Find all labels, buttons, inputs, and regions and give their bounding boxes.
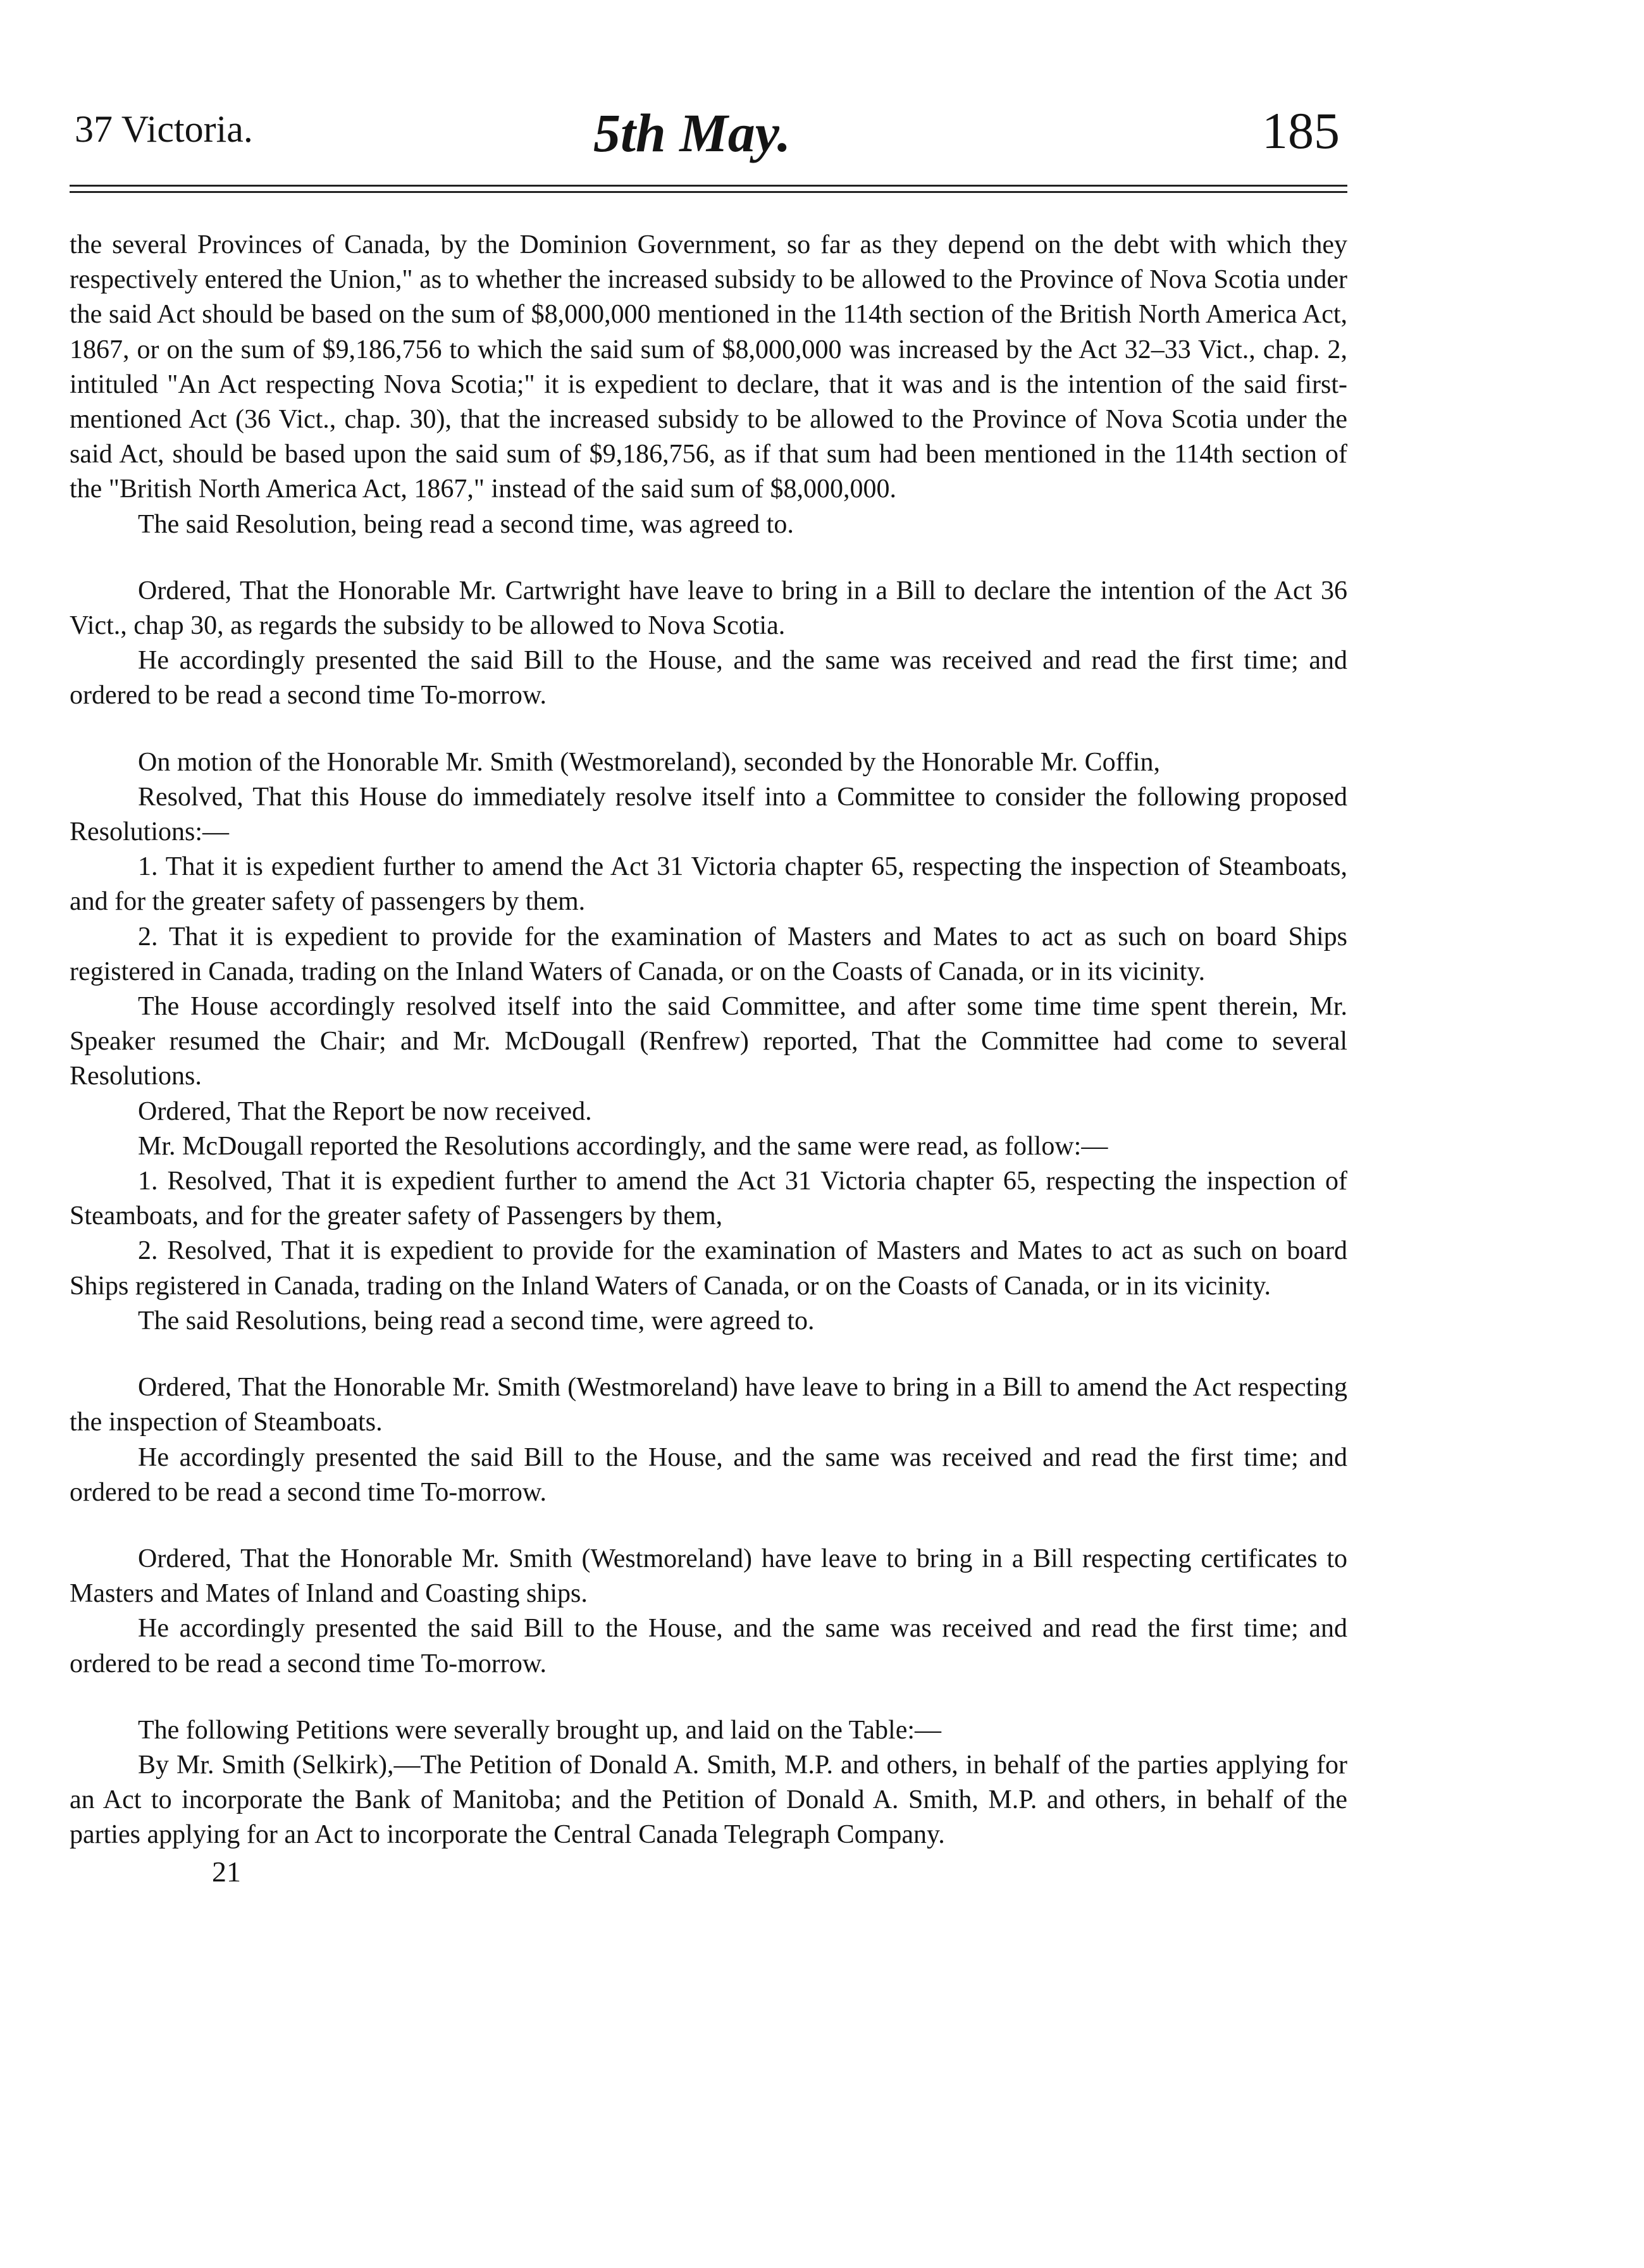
committee-report: The House accordingly resolved itself into the said Committee, and after some time time spent therein, Mr. Speaker resumed the Chair; and Mr. McDougall (Renfrew) reported, That the Committee had come to several Resolutions. (70, 992, 1347, 1091)
resolved-committee: Resolved, That this House do immediately resolve itself into a Committee to consider the following proposed Resolutions:— (70, 782, 1347, 847)
resolution-1: 1. Resolved, That it is expedient further to amend the Act 31 Victoria chapter 65, respecting the inspection of Steamboats, and for the greater safety of Passengers by them, (70, 1167, 1347, 1231)
bill-presented-1: He accordingly presented the said Bill to the House, and the same was received and read the first time; and ordered to be read a second time To-morrow. (70, 646, 1347, 710)
resolution-2: 2. Resolved, That it is expedient to provide for the examination of Masters and Mates to act as such on board Ships registered in Canada, trading on the Inland Waters of Canada, or on the Coasts of Canada, or in its vicinity. (70, 1236, 1347, 1301)
bill-presented-3: He accordingly presented the said Bill to the House, and the same was received and read the first time; and ordered to be read a second time To-morrow. (70, 1614, 1347, 1678)
petitions-intro: The following Petitions were severally brought up, and laid on the Table:— (138, 1715, 942, 1745)
mcdougall-reported: Mr. McDougall reported the Resolutions accordingly, and the same were read, as follow:— (138, 1131, 1108, 1161)
signature-mark: 21 (212, 1855, 241, 1888)
motion-smith: On motion of the Honorable Mr. Smith (Westmoreland), seconded by the Honorable Mr. Coffin, (138, 747, 1161, 777)
page-number: 185 (1262, 102, 1340, 159)
session-label: 37 Victoria. (75, 108, 253, 150)
bill-presented-2: He accordingly presented the said Bill to the House, and the same was received and read the first time; and ordered to be read a second time To-morrow. (70, 1442, 1347, 1507)
resolution-agreed: The said Resolution, being read a second time, was agreed to. (138, 509, 794, 539)
resolution-continuation: the several Provinces of Canada, by the Dominion Government, so far as they depend on the debt with which they respectively entered the Union," as to whether the increased subsidy to be allowed to the Province of Nova Scotia under the said Act should be based on the sum of $8,000,000 mentioned in the 114th section of the British North America Act, 1867, or on the sum of $9,186,756 to which the said sum of $8,000,000 was increased by the Act 32–33 Vict., chap. 2, intituled "An Act respecting Nova Scotia;" it is expedient to declare, that it was and is the intention of the said first-mentioned Act (36 Vict., chap. 30), that the increased subsidy to be allowed to the Province of Nova Scotia under the said Act, should be based upon the said sum of $9,186,756, as if that sum had been mentioned in the 114th section of the "British North America Act, 1867," instead of the said sum of $8,000,000. (70, 230, 1347, 504)
header-rule-bottom (70, 191, 1347, 193)
proposed-resolution-1: 1. That it is expedient further to amend the Act 31 Victoria chapter 65, respecting the inspection of Steamboats, and for the greater safety of passengers by them. (70, 852, 1347, 917)
journal-body (70, 228, 1347, 1891)
proposed-resolution-2: 2. That it is expedient to provide for the examination of Masters and Mates to act as such on board Ships registered in Canada, trading on the Inland Waters of Canada, or on the Coasts of Canada, or in its vicinity. (70, 922, 1347, 986)
resolutions-agreed: The said Resolutions, being read a second time, were agreed to. (138, 1306, 815, 1335)
petition-smith-selkirk: By Mr. Smith (Selkirk),—The Petition of Donald A. Smith, M.P. and others, in behalf of the parties applying for an Act to incorporate the Bank of Manitoba; and the Petition of Donald A. Smith, M.P. and others, in behalf of the parties applying for an Act to incorporate the Central Canada Telegraph Company. (70, 1750, 1347, 1850)
page-header (75, 101, 1340, 177)
order-report-received: Ordered, That the Report be now received. (138, 1096, 592, 1126)
order-smith-certificates-bill: Ordered, That the Honorable Mr. Smith (Westmoreland) have leave to bring in a Bill respecting certificates to Masters and Mates of Inland and Coasting ships. (70, 1544, 1347, 1609)
header-rule-top (70, 185, 1347, 187)
date-heading: 5th May. (593, 102, 791, 163)
order-cartwright-bill: Ordered, That the Honorable Mr. Cartwright have leave to bring in a Bill to declare the intention of the Act 36 Vict., chap 30, as regards the subsidy to be allowed to Nova Scotia. (70, 576, 1347, 641)
order-smith-steamboats-bill: Ordered, That the Honorable Mr. Smith (Westmoreland) have leave to bring in a Bill to amend the Act respecting the inspection of Steamboats. (70, 1373, 1347, 1437)
